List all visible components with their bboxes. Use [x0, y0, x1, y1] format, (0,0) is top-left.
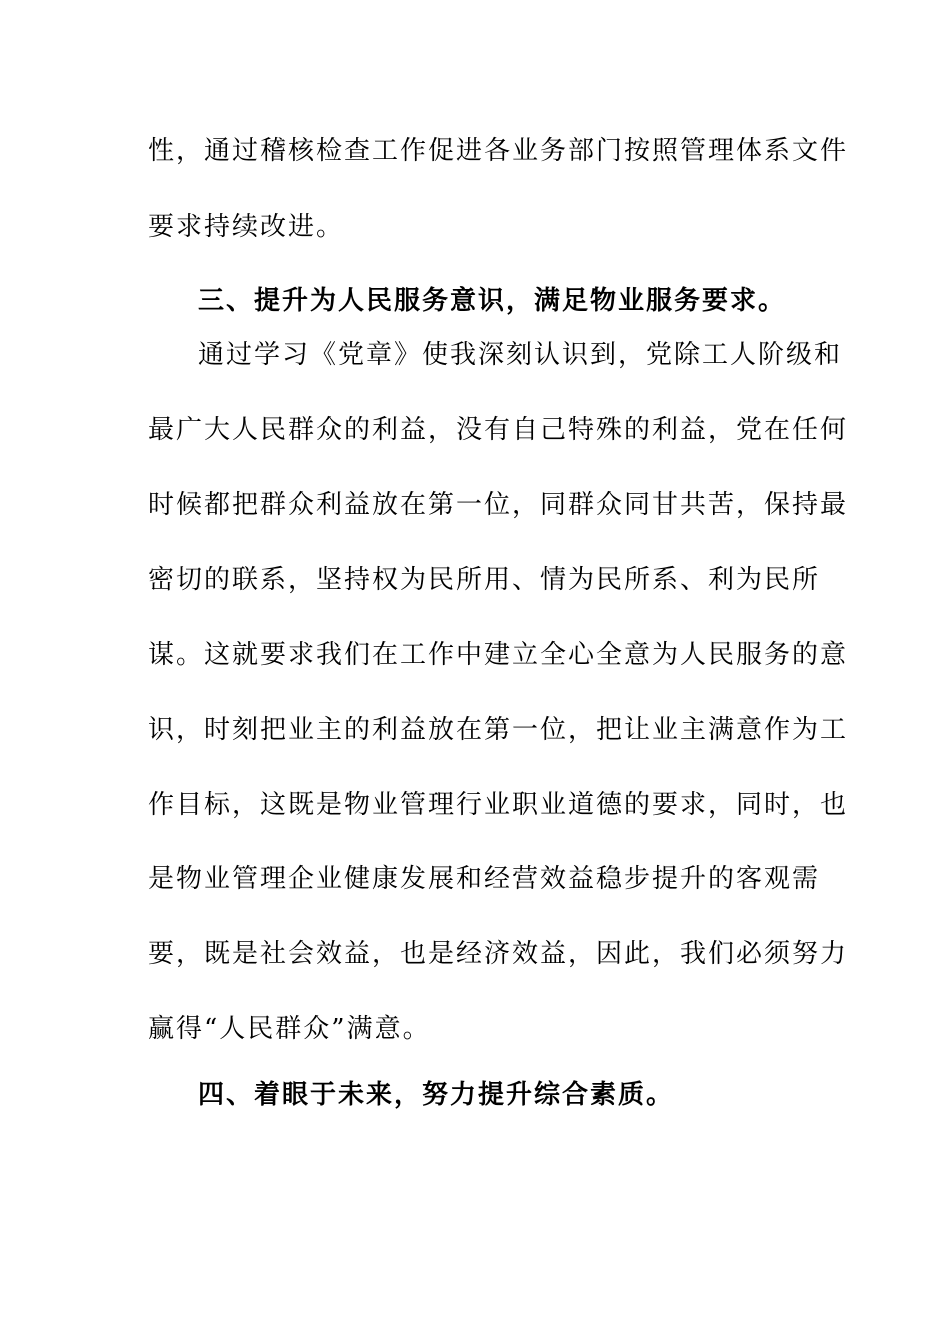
section-heading-3: 三、提升为人民服务意识，满足物业服务要求。 [198, 286, 787, 316]
paragraph-line-10: 作目标，这既是物业管理行业职业道德的要求，同时，也 [148, 790, 849, 820]
paragraph-line-7: 密切的联系，坚持权为民所用、情为民所系、利为民所 [148, 565, 821, 595]
paragraph-line-5: 最广大人民群众的利益，没有自己特殊的利益，党在任何 [148, 415, 849, 445]
paragraph-line-4: 通过学习《党章》使我深刻认识到，党除工人阶级和 [198, 340, 843, 370]
paragraph-line-9: 识，时刻把业主的利益放在第一位，把让业主满意作为工 [148, 715, 849, 745]
paragraph-line-6: 时候都把群众利益放在第一位，同群众同甘共苦，保持最 [148, 490, 849, 520]
section-heading-4: 四、着眼于未来，努力提升综合素质。 [198, 1080, 675, 1110]
paragraph-line-11: 是物业管理企业健康发展和经营效益稳步提升的客观需 [148, 864, 821, 894]
paragraph-line-1: 性，通过稽核检查工作促进各业务部门按照管理体系文件 [148, 136, 849, 166]
paragraph-line-12: 要，既是社会效益，也是经济效益，因此，我们必须努力 [148, 939, 849, 969]
paragraph-line-13: 赢得“人民群众”满意。 [148, 1014, 431, 1044]
paragraph-line-8: 谋。这就要求我们在工作中建立全心全意为人民服务的意 [148, 640, 849, 670]
paragraph-line-2: 要求持续改进。 [148, 212, 345, 242]
